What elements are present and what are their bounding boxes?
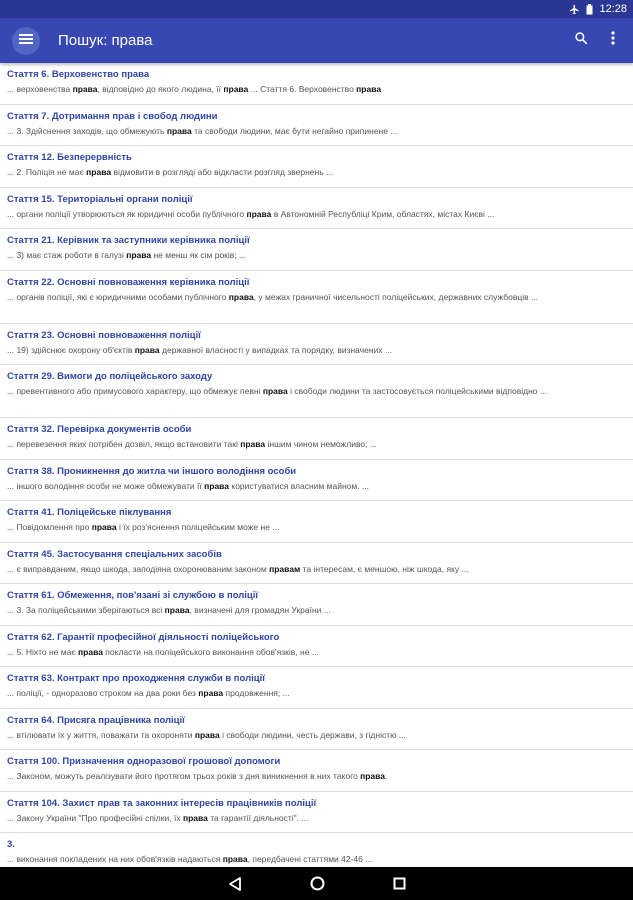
search-button[interactable] (567, 27, 595, 55)
result-title[interactable]: Стаття 38. Проникнення до житла чи іншого володіння особи (7, 465, 297, 477)
result-item[interactable] (0, 501, 633, 543)
snippet-text: , у межах граничної чисельності поліцейських, державних службовців ... (253, 291, 539, 302)
result-title[interactable]: Стаття 23. Основні повноваження поліції (7, 329, 201, 341)
result-title[interactable]: 3. (7, 839, 15, 850)
snippet-text: ... верховенства (7, 84, 73, 94)
result-snippet (7, 813, 626, 824)
snippet-text: ... превентивного або примусового характеру, що обмежує певні (7, 386, 263, 396)
result-snippet (7, 386, 626, 397)
highlighted-term: права (223, 84, 249, 94)
result-item[interactable] (0, 626, 633, 668)
result-snippet (7, 167, 626, 178)
result-title[interactable]: Стаття 63. Контракт про проходження служби в поліції (7, 673, 265, 684)
result-title[interactable]: Стаття 15. Територіальні органи поліції (7, 193, 193, 205)
highlighted-term: права (356, 84, 382, 94)
snippet-text: ... іншого володіння особи не може обмежувати її (7, 480, 205, 491)
result-item[interactable] (0, 792, 633, 834)
result-snippet (7, 250, 626, 261)
snippet-text: іншим чином неможливо; ... (265, 439, 377, 449)
highlighted-term: права (91, 522, 117, 532)
result-item[interactable] (0, 105, 633, 147)
result-snippet (7, 564, 626, 575)
highlighted-term: права (182, 812, 208, 823)
highlighted-term: права (198, 688, 224, 698)
result-title[interactable]: Стаття 7. Дотримання прав і свобод людини (7, 110, 218, 122)
highlighted-term: права (86, 167, 112, 177)
status-bar (0, 0, 633, 18)
result-title[interactable]: Стаття 45. Застосування спеціальних засобів (7, 548, 222, 560)
result-snippet (7, 292, 626, 303)
snippet-text: , відповідно до якого людина, її (97, 84, 224, 94)
result-title[interactable]: Стаття 64. Присяга працівника поліції (7, 714, 185, 726)
result-item[interactable] (0, 418, 633, 460)
result-item[interactable] (0, 188, 633, 230)
menu-icon (19, 32, 33, 50)
overflow-menu-button[interactable] (599, 27, 627, 55)
result-item[interactable] (0, 709, 633, 751)
highlighted-term: права (228, 291, 254, 302)
result-title[interactable]: Стаття 21. Керівник та заступники керівника поліції (7, 235, 250, 246)
snippet-text: ... 2. Поліція не має (7, 167, 87, 177)
result-item[interactable] (0, 365, 633, 418)
snippet-text: ... є виправданим, якщо шкода, заподіяна охоронюваним законом (7, 563, 270, 574)
navigation-bar (0, 867, 633, 900)
highlighted-term: права (126, 250, 152, 260)
snippet-text: ... поліції, - одноразово строком на два роки без (7, 688, 199, 698)
back-icon[interactable] (228, 877, 242, 891)
battery-icon (586, 4, 593, 15)
snippet-text: ... втілювати їх у життя, поважати та охороняти (7, 729, 195, 740)
result-title[interactable]: Стаття 12. Безперервність (7, 152, 132, 163)
snippet-text: та інтересам, є меншою, ніж шкода, яку ... (300, 563, 469, 574)
result-item[interactable] (0, 63, 633, 105)
highlighted-term: права (134, 344, 160, 355)
airplane-mode-icon (569, 4, 580, 15)
highlighted-term: права (166, 125, 192, 136)
snippet-text: продовження; ... (223, 688, 290, 698)
result-item[interactable] (0, 146, 633, 188)
snippet-text: ... 19) здійснює охорону об'єктів (7, 344, 135, 355)
snippet-text: користуватися власним майном. ... (229, 480, 370, 491)
highlighted-term: права (222, 854, 248, 864)
result-snippet (7, 126, 626, 137)
result-title[interactable]: Стаття 32. Перевірка документів особи (7, 424, 192, 435)
highlighted-term: права (240, 439, 266, 449)
snippet-text: і їх роз'яснення поліцейським може не ... (116, 522, 280, 532)
search-icon (574, 31, 588, 50)
highlighted-term: права (78, 646, 103, 657)
result-snippet (7, 209, 626, 220)
snippet-text: в Автономній Республіці Крим, областях, містах Києві ... (271, 208, 495, 219)
snippet-text: ... виконання покладених на них обов'язків надаються (7, 854, 223, 864)
snippet-text: ... Повідомлення про (7, 522, 92, 532)
snippet-text: ... 3) має стаж роботи в галузі (7, 250, 127, 260)
result-snippet (7, 605, 626, 616)
result-item[interactable] (0, 750, 633, 792)
result-title[interactable]: Стаття 100. Призначення одноразової грошової допомоги (7, 756, 281, 767)
results-list (0, 63, 633, 867)
snippet-text: ... 3. За поліцейськими зберігаються всі (7, 605, 165, 615)
snippet-text: ... перевезення яких потрібен дозвіл, якщо встановити такі (7, 439, 241, 449)
highlighted-term: права (72, 84, 98, 94)
snippet-text: і свободи людини, честь держави, з гідністю ... (219, 729, 406, 740)
highlighted-term: права (194, 729, 220, 740)
result-item[interactable] (0, 667, 633, 709)
result-title[interactable]: Стаття 6. Верховенство права (7, 69, 150, 80)
status-time: 12:28 (599, 3, 627, 15)
result-item[interactable] (0, 543, 633, 585)
snippet-text: . (384, 771, 388, 781)
snippet-text: ... 3. Здійснення заходів, що обмежують (7, 125, 167, 136)
snippet-text: відмовити в розгляді або відкласти розгляд звернень ... (111, 167, 334, 177)
more-vert-icon (611, 31, 615, 50)
result-item[interactable] (0, 833, 633, 867)
result-title[interactable]: Стаття 62. Гарантії професійної діяльності поліцейського (7, 631, 280, 643)
snippet-text: , передбачені статтями 42-46 ... (247, 854, 373, 864)
result-item[interactable] (0, 229, 633, 271)
snippet-text: ... органів поліції, які є юридичними особами публічного (7, 291, 229, 302)
result-title[interactable]: Стаття 22. Основні повноваження керівника поліції (7, 276, 250, 288)
page-title: Пошук: права (58, 32, 153, 49)
result-snippet (7, 688, 626, 699)
result-item[interactable] (0, 324, 633, 366)
snippet-text: ... Закону України "Про професійні спілки, їх (7, 812, 183, 823)
highlighted-term: права (246, 208, 272, 219)
result-snippet (7, 439, 626, 450)
result-item[interactable] (0, 584, 633, 626)
snippet-text: ... 5. Ніхто не має (7, 646, 79, 657)
snippet-text: державної власності у випадках та порядку, визначених ... (159, 344, 393, 355)
snippet-text: та свободи людини, має бути негайно припинене ... (191, 125, 398, 136)
snippet-text: покласти на поліцейського виконання обов'язків, не ... (102, 646, 319, 657)
result-title[interactable]: Стаття 104. Захист прав та законних інтересів працівників поліції (7, 797, 317, 809)
result-snippet (7, 647, 626, 658)
result-snippet (7, 730, 626, 741)
result-snippet (7, 522, 626, 533)
result-snippet (7, 84, 626, 95)
snippet-text: та гарантії діяльності". ... (207, 812, 309, 823)
recents-icon[interactable] (393, 877, 406, 890)
menu-button[interactable] (12, 27, 40, 55)
result-title[interactable]: Стаття 29. Вимоги до поліцейського заходу (7, 371, 213, 382)
result-item[interactable] (0, 460, 633, 502)
highlighted-term: права (262, 386, 288, 396)
snippet-text: ... Стаття 6. Верховенство (248, 84, 357, 94)
highlighted-term: права (164, 605, 190, 615)
result-snippet (7, 854, 626, 865)
snippet-text: і свободи людини та застосовується поліцейськими відповідно ... (287, 386, 547, 396)
app-bar (0, 18, 633, 63)
result-snippet (7, 481, 626, 492)
snippet-text: ... органи поліції утворюються як юридичні особи публічного (7, 208, 247, 219)
result-item[interactable] (0, 271, 633, 324)
result-title[interactable]: Стаття 41. Поліцейське піклування (7, 507, 172, 518)
highlighted-term: права (204, 480, 230, 491)
snippet-text: не менш як сім років; ... (151, 250, 247, 260)
result-title[interactable]: Стаття 61. Обмеження, пов'язані зі службою в поліції (7, 590, 259, 601)
highlighted-term: правам (269, 563, 301, 574)
result-snippet (7, 771, 626, 782)
snippet-text: ... Законом, можуть реалізувати його протягом трьох років з дня виникнення в них такого (7, 771, 361, 781)
home-icon[interactable] (310, 876, 325, 891)
snippet-text: , визначені для громадян України ... (189, 605, 331, 615)
highlighted-term: права (360, 771, 385, 781)
result-snippet (7, 345, 626, 356)
